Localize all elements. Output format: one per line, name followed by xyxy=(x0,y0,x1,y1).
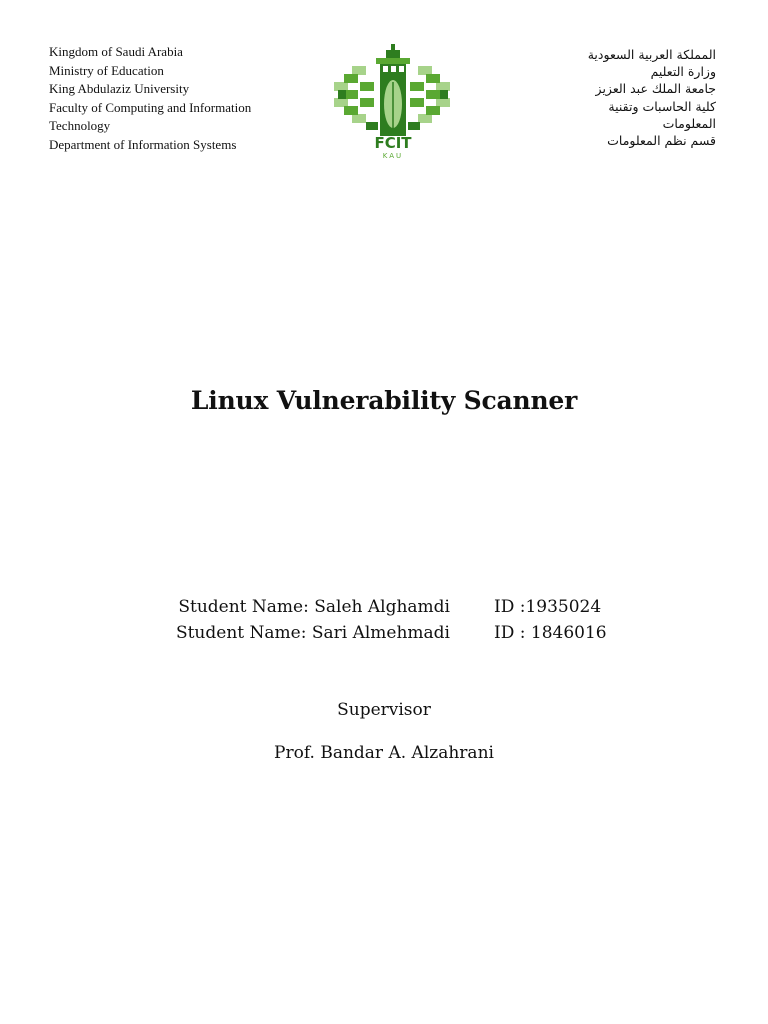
student-name: Student Name: Sari Almehmadi xyxy=(175,623,450,643)
document-title: Linux Vulnerability Scanner xyxy=(190,386,578,415)
header-arabic-kingdom: المملكة العربية السعودية xyxy=(587,47,716,62)
header-arabic-faculty: كلية الحاسبات وتقنية xyxy=(608,98,716,114)
student-list xyxy=(0,594,768,646)
header-arabic-department: قسم نظم المعلومات xyxy=(607,133,716,149)
logo-graphic xyxy=(330,44,456,162)
student-row xyxy=(0,620,768,646)
header-english-block xyxy=(49,43,309,155)
header-arabic-faculty-cont: المعلومات xyxy=(662,115,716,131)
header-line-university: King Abdulaziz University xyxy=(49,81,190,97)
logo-subtext: KAU xyxy=(382,152,404,160)
header-arabic-ministry: وزارة التعليم xyxy=(650,64,716,80)
header-line-kingdom: Kingdom of Saudi Arabia xyxy=(49,44,183,59)
header-line-faculty: Faculty of Computing and Information xyxy=(49,99,252,115)
logo-text: FCIT xyxy=(374,134,412,152)
fcit-kau-logo xyxy=(330,44,456,162)
supervisor-name: Prof. Bandar A. Alzahrani xyxy=(274,743,494,763)
student-id: ID : 1846016 xyxy=(494,623,607,643)
header-line-ministry: Ministry of Education xyxy=(49,62,164,78)
student-name: Student Name: Saleh Alghamdi xyxy=(178,597,450,617)
header-arabic-university: جامعة الملك عبد العزيز xyxy=(595,81,716,97)
student-row xyxy=(0,594,768,620)
header-line-faculty-cont: Technology xyxy=(49,118,111,134)
student-id: ID :1935024 xyxy=(494,597,602,617)
supervisor-label: Supervisor xyxy=(337,700,431,720)
header-line-department: Department of Information Systems xyxy=(49,136,237,152)
header-arabic-block xyxy=(486,46,716,149)
